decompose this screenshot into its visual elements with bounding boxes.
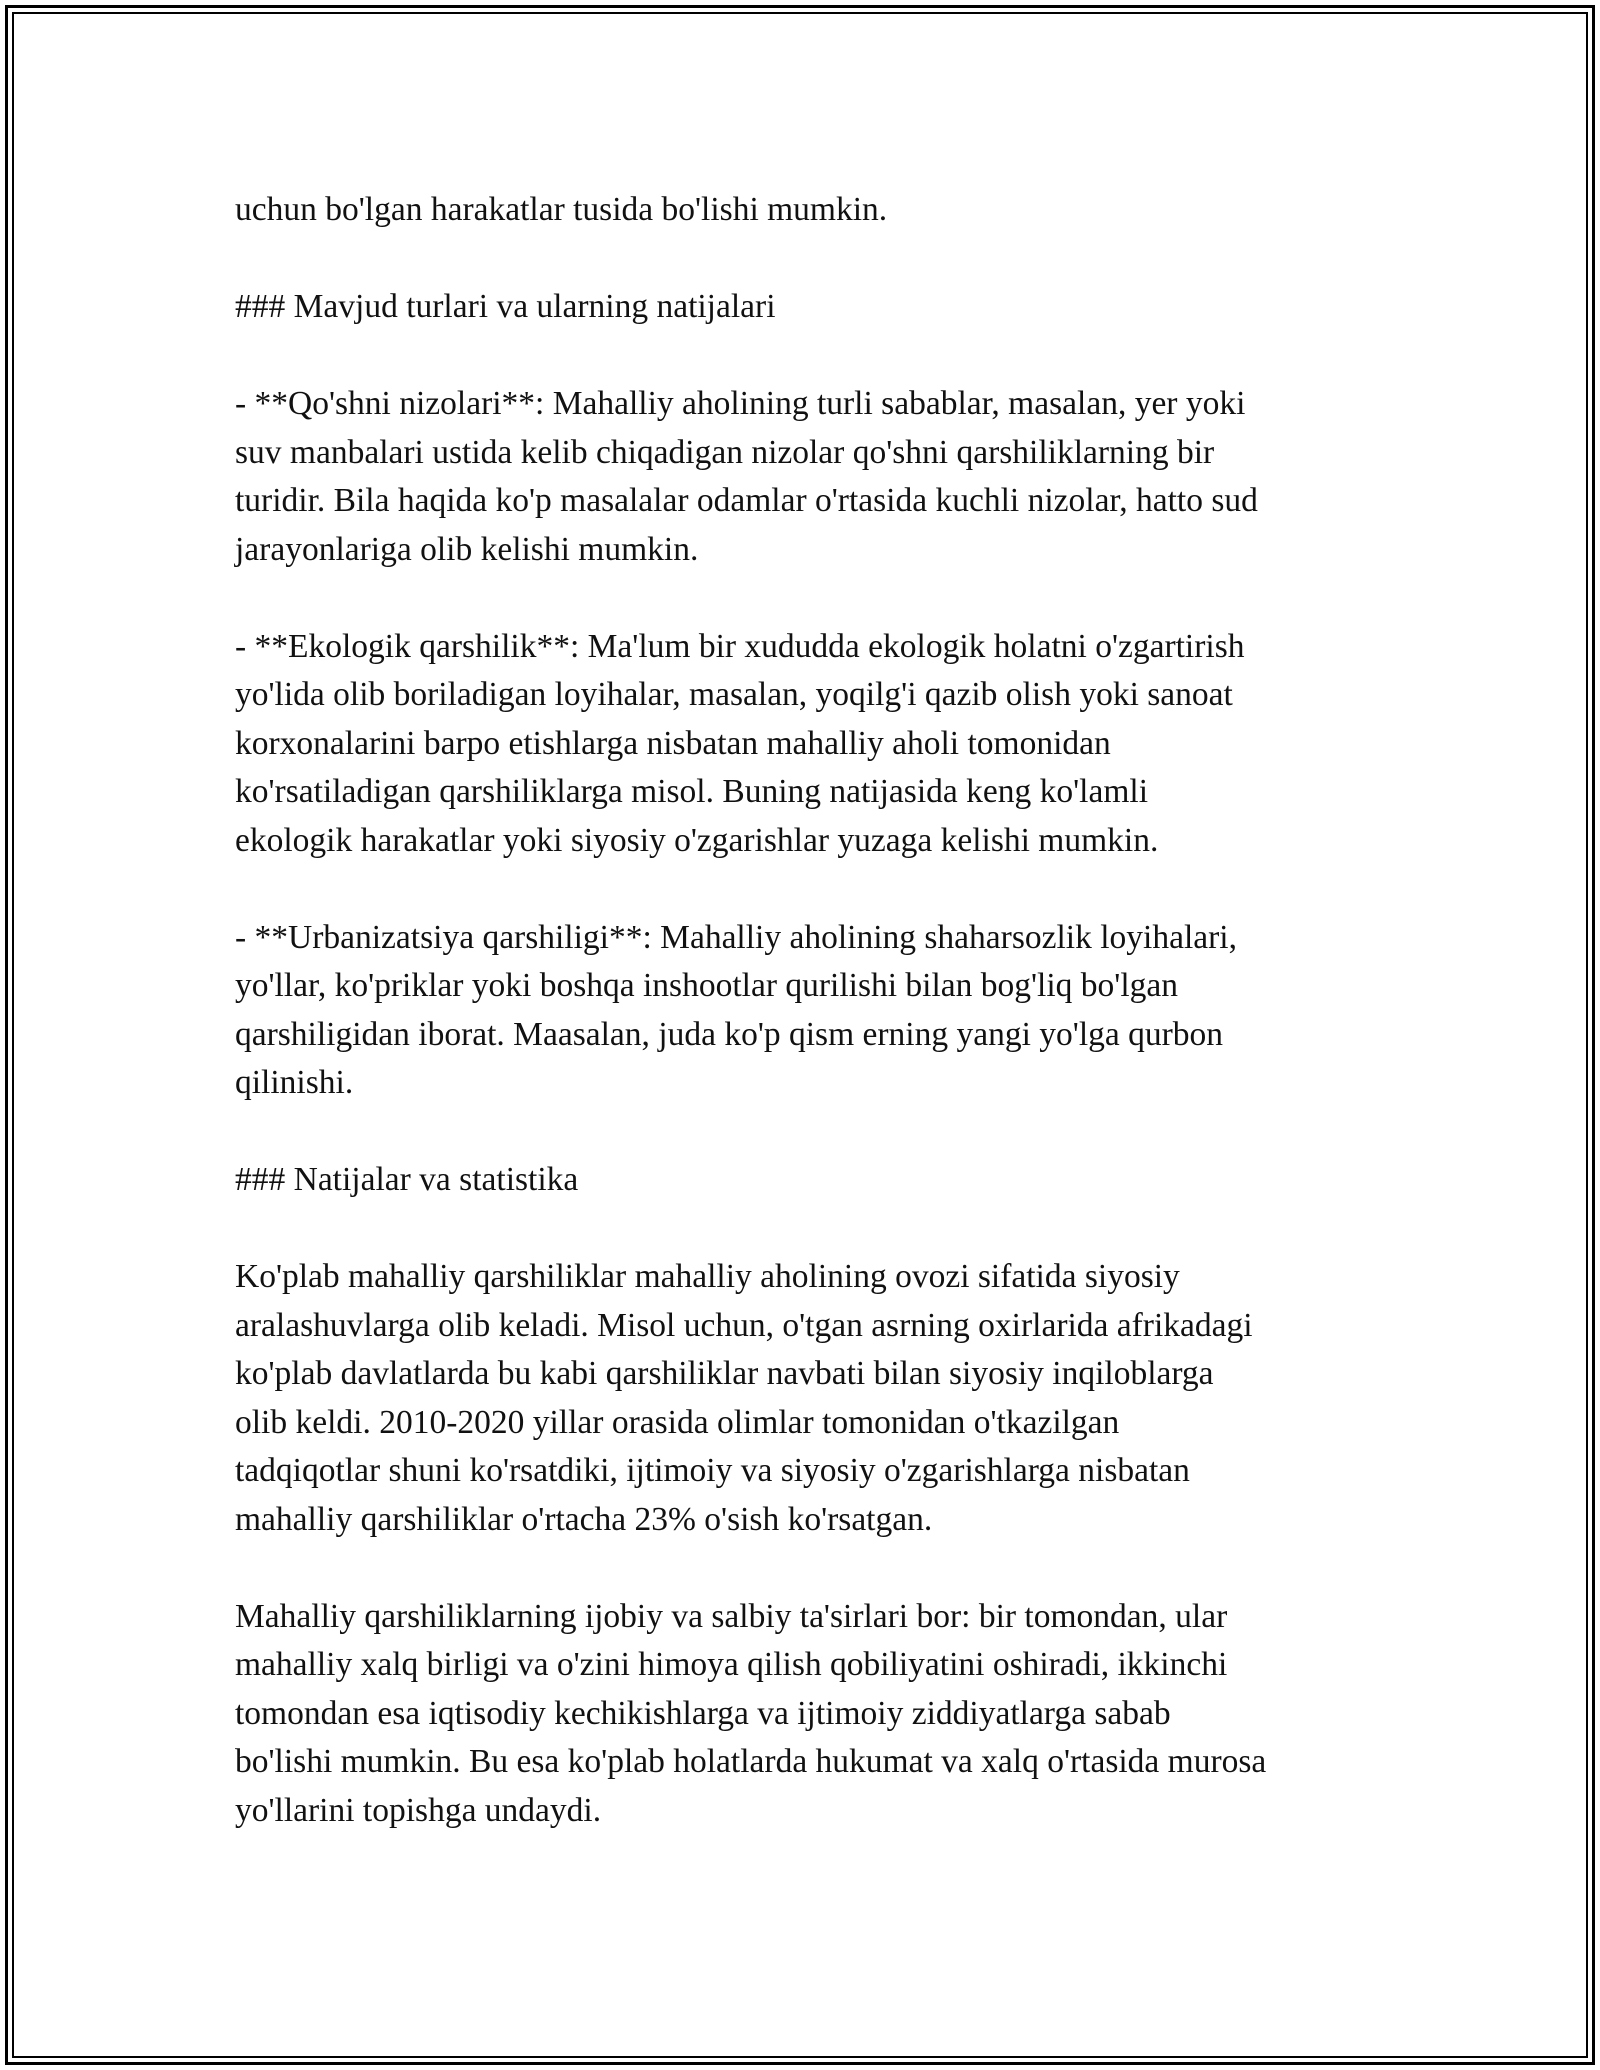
text-line: jarayonlariga olib kelishi mumkin. [235, 530, 699, 568]
text-line: turidir. Bila haqida ko'p masalalar odamlar o'rtasida kuchli nizolar, hatto sud [235, 482, 1258, 519]
list-item-neighbor-disputes [235, 380, 1380, 574]
paragraph-statistics [235, 1253, 1380, 1544]
text-line: - **Ekologik qarshilik**: Ma'lum bir xududda ekologik holatni o'zgartirish [235, 627, 1245, 665]
text-line: korxonalarini barpo etishlarga nisbatan mahalliy aholi tomonidan [235, 724, 1111, 762]
heading-types-and-results [235, 283, 1380, 332]
text-line: aralashuvlarga olib keladi. Misol uchun, o'tgan asrning oxirlarida afrikadagi [235, 1306, 1253, 1344]
text-line: yo'llarini topishga undaydi. [235, 1791, 602, 1829]
heading-results-and-statistics [235, 1156, 1380, 1205]
text-line: ko'plab davlatlarda bu kabi qarshiliklar navbati bilan siyosiy inqiloblarga [235, 1355, 1214, 1392]
text-line: Mahalliy qarshiliklarning ijobiy va salbiy ta'sirlari bor: bir tomondan, ular [235, 1597, 1228, 1635]
list-item-ecological-resistance [235, 623, 1380, 866]
text-line: mahalliy qarshiliklar o'rtacha 23% o'sish ko'rsatgan. [235, 1500, 933, 1538]
text-line: ko'rsatiladigan qarshiliklarga misol. Buning natijasida keng ko'lamli [235, 773, 1149, 810]
text-line: mahalliy xalq birligi va o'zini himoya qilish qobiliyatini oshiradi, ikkinchi [235, 1646, 1228, 1683]
paragraph-effects [235, 1593, 1380, 1836]
text-line: yo'llar, ko'priklar yoki boshqa inshootlar qurilishi bilan bog'liq bo'lgan [235, 967, 1179, 1004]
text-line: olib keldi. 2010-2020 yillar orasida olimlar tomonidan o'tkazilgan [235, 1403, 1120, 1441]
text-line: tadqiqotlar shuni ko'rsatdiki, ijtimoiy va siyosiy o'zgarishlarga nisbatan [235, 1452, 1190, 1489]
text-line: ekologik harakatlar yoki siyosiy o'zgarishlar yuzaga kelishi mumkin. [235, 821, 1159, 859]
heading-text: ### Mavjud turlari va ularning natijalari [235, 288, 776, 325]
text-line: suv manbalari ustida kelib chiqadigan nizolar qo'shni qarshiliklarning bir [235, 433, 1215, 471]
paragraph-intro-continuation [235, 186, 1380, 235]
document-body [235, 186, 1380, 1884]
text-line: qarshiligidan iborat. Maasalan, juda ko'p qism erning yangi yo'lga qurbon [235, 1015, 1224, 1053]
text-line: uchun bo'lgan harakatlar tusida bo'lishi mumkin. [235, 191, 888, 228]
list-item-urbanization-resistance [235, 914, 1380, 1108]
text-line: - **Urbanizatsiya qarshiligi**: Mahalliy aholining shaharsozlik loyihalari, [235, 918, 1237, 956]
text-line: yo'lida olib boriladigan loyihalar, masalan, yoqilg'i qazib olish yoki sanoat [235, 676, 1233, 713]
text-line: tomondan esa iqtisodiy kechikishlarga va ijtimoiy ziddiyatlarga sabab [235, 1694, 1171, 1732]
text-line: qilinishi. [235, 1064, 354, 1101]
text-line: Ko'plab mahalliy qarshiliklar mahalliy aholining ovozi sifatida siyosiy [235, 1258, 1180, 1295]
text-line: bo'lishi mumkin. Bu esa ko'plab holatlarda hukumat va xalq o'rtasida murosa [235, 1743, 1267, 1780]
heading-text: ### Natijalar va statistika [235, 1161, 579, 1198]
text-line: - **Qo'shni nizolari**: Mahalliy aholining turli sabablar, masalan, yer yoki [235, 385, 1246, 422]
